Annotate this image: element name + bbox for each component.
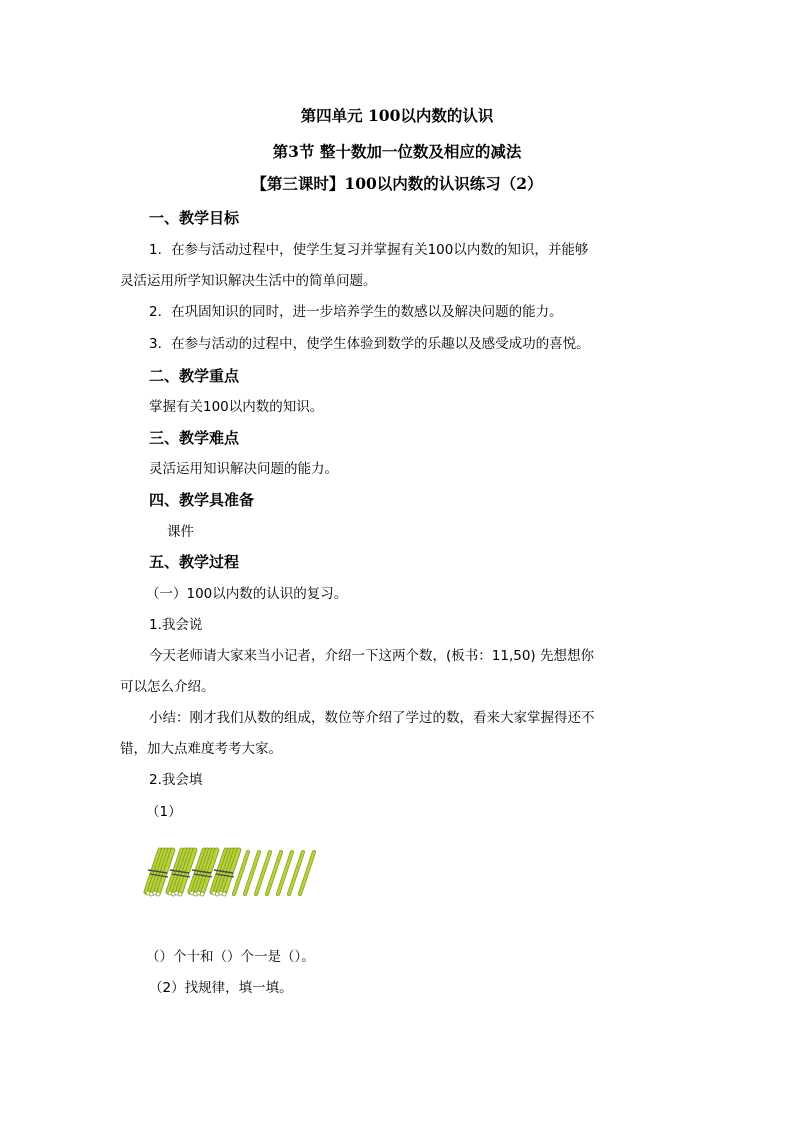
prep-heading: 四、教学具准备 (149, 491, 255, 509)
counting-sticks-figure (136, 846, 316, 902)
summary-line1: 小结：刚才我们从数的组成，数位等介绍了学过的数，看来大家掌握得还不 (149, 710, 595, 726)
difficulty-text: 灵活运用知识解决问题的能力。 (149, 461, 338, 477)
goal2: 2．在巩固知识的同时，进一步培养学生的数感以及解决问题的能力。 (149, 304, 563, 320)
item1-line1: 今天老师请大家来当小记者，介绍一下这两个数，(板书：11,50) 先想想你 (149, 648, 594, 664)
goal1-line1: 1．在参与活动过程中，使学生复习并掌握有关100以内数的知识，并能够 (149, 242, 589, 258)
item1-heading: 1.我会说 (149, 617, 203, 633)
key-text: 掌握有关100以内数的知识。 (149, 399, 324, 415)
difficulty-heading: 三、教学难点 (149, 429, 240, 447)
summary-line2: 错，加大点难度考考大家。 (120, 741, 282, 757)
goal1-line2: 灵活运用所学知识解决生活中的简单问题。 (120, 273, 377, 289)
process-sub1: （一）100以内数的认识的复习。 (146, 586, 348, 602)
goal3: 3．在参与活动的过程中，使学生体验到数学的乐趣以及感受成功的喜悦。 (149, 336, 590, 352)
key-heading: 二、教学重点 (149, 367, 240, 385)
item2-heading: 2.我会填 (149, 772, 203, 788)
item2-sub2: （2）找规律，填一填。 (149, 980, 293, 996)
fill-blank-question: （）个十和（）个一是（）。 (146, 949, 315, 965)
lesson-title: 【第三课时】100以内数的认识练习（2） (251, 174, 543, 193)
item1-line2: 可以怎么介绍。 (120, 679, 215, 695)
unit-title: 第四单元 100以内数的认识 (300, 106, 494, 125)
process-heading: 五、教学过程 (149, 553, 240, 571)
goals-heading: 一、教学目标 (149, 209, 240, 227)
item2-sub1: （1） (146, 804, 182, 820)
prep-text: 课件 (167, 524, 194, 540)
section-title: 第3节 整十数加一位数及相应的减法 (272, 142, 522, 161)
